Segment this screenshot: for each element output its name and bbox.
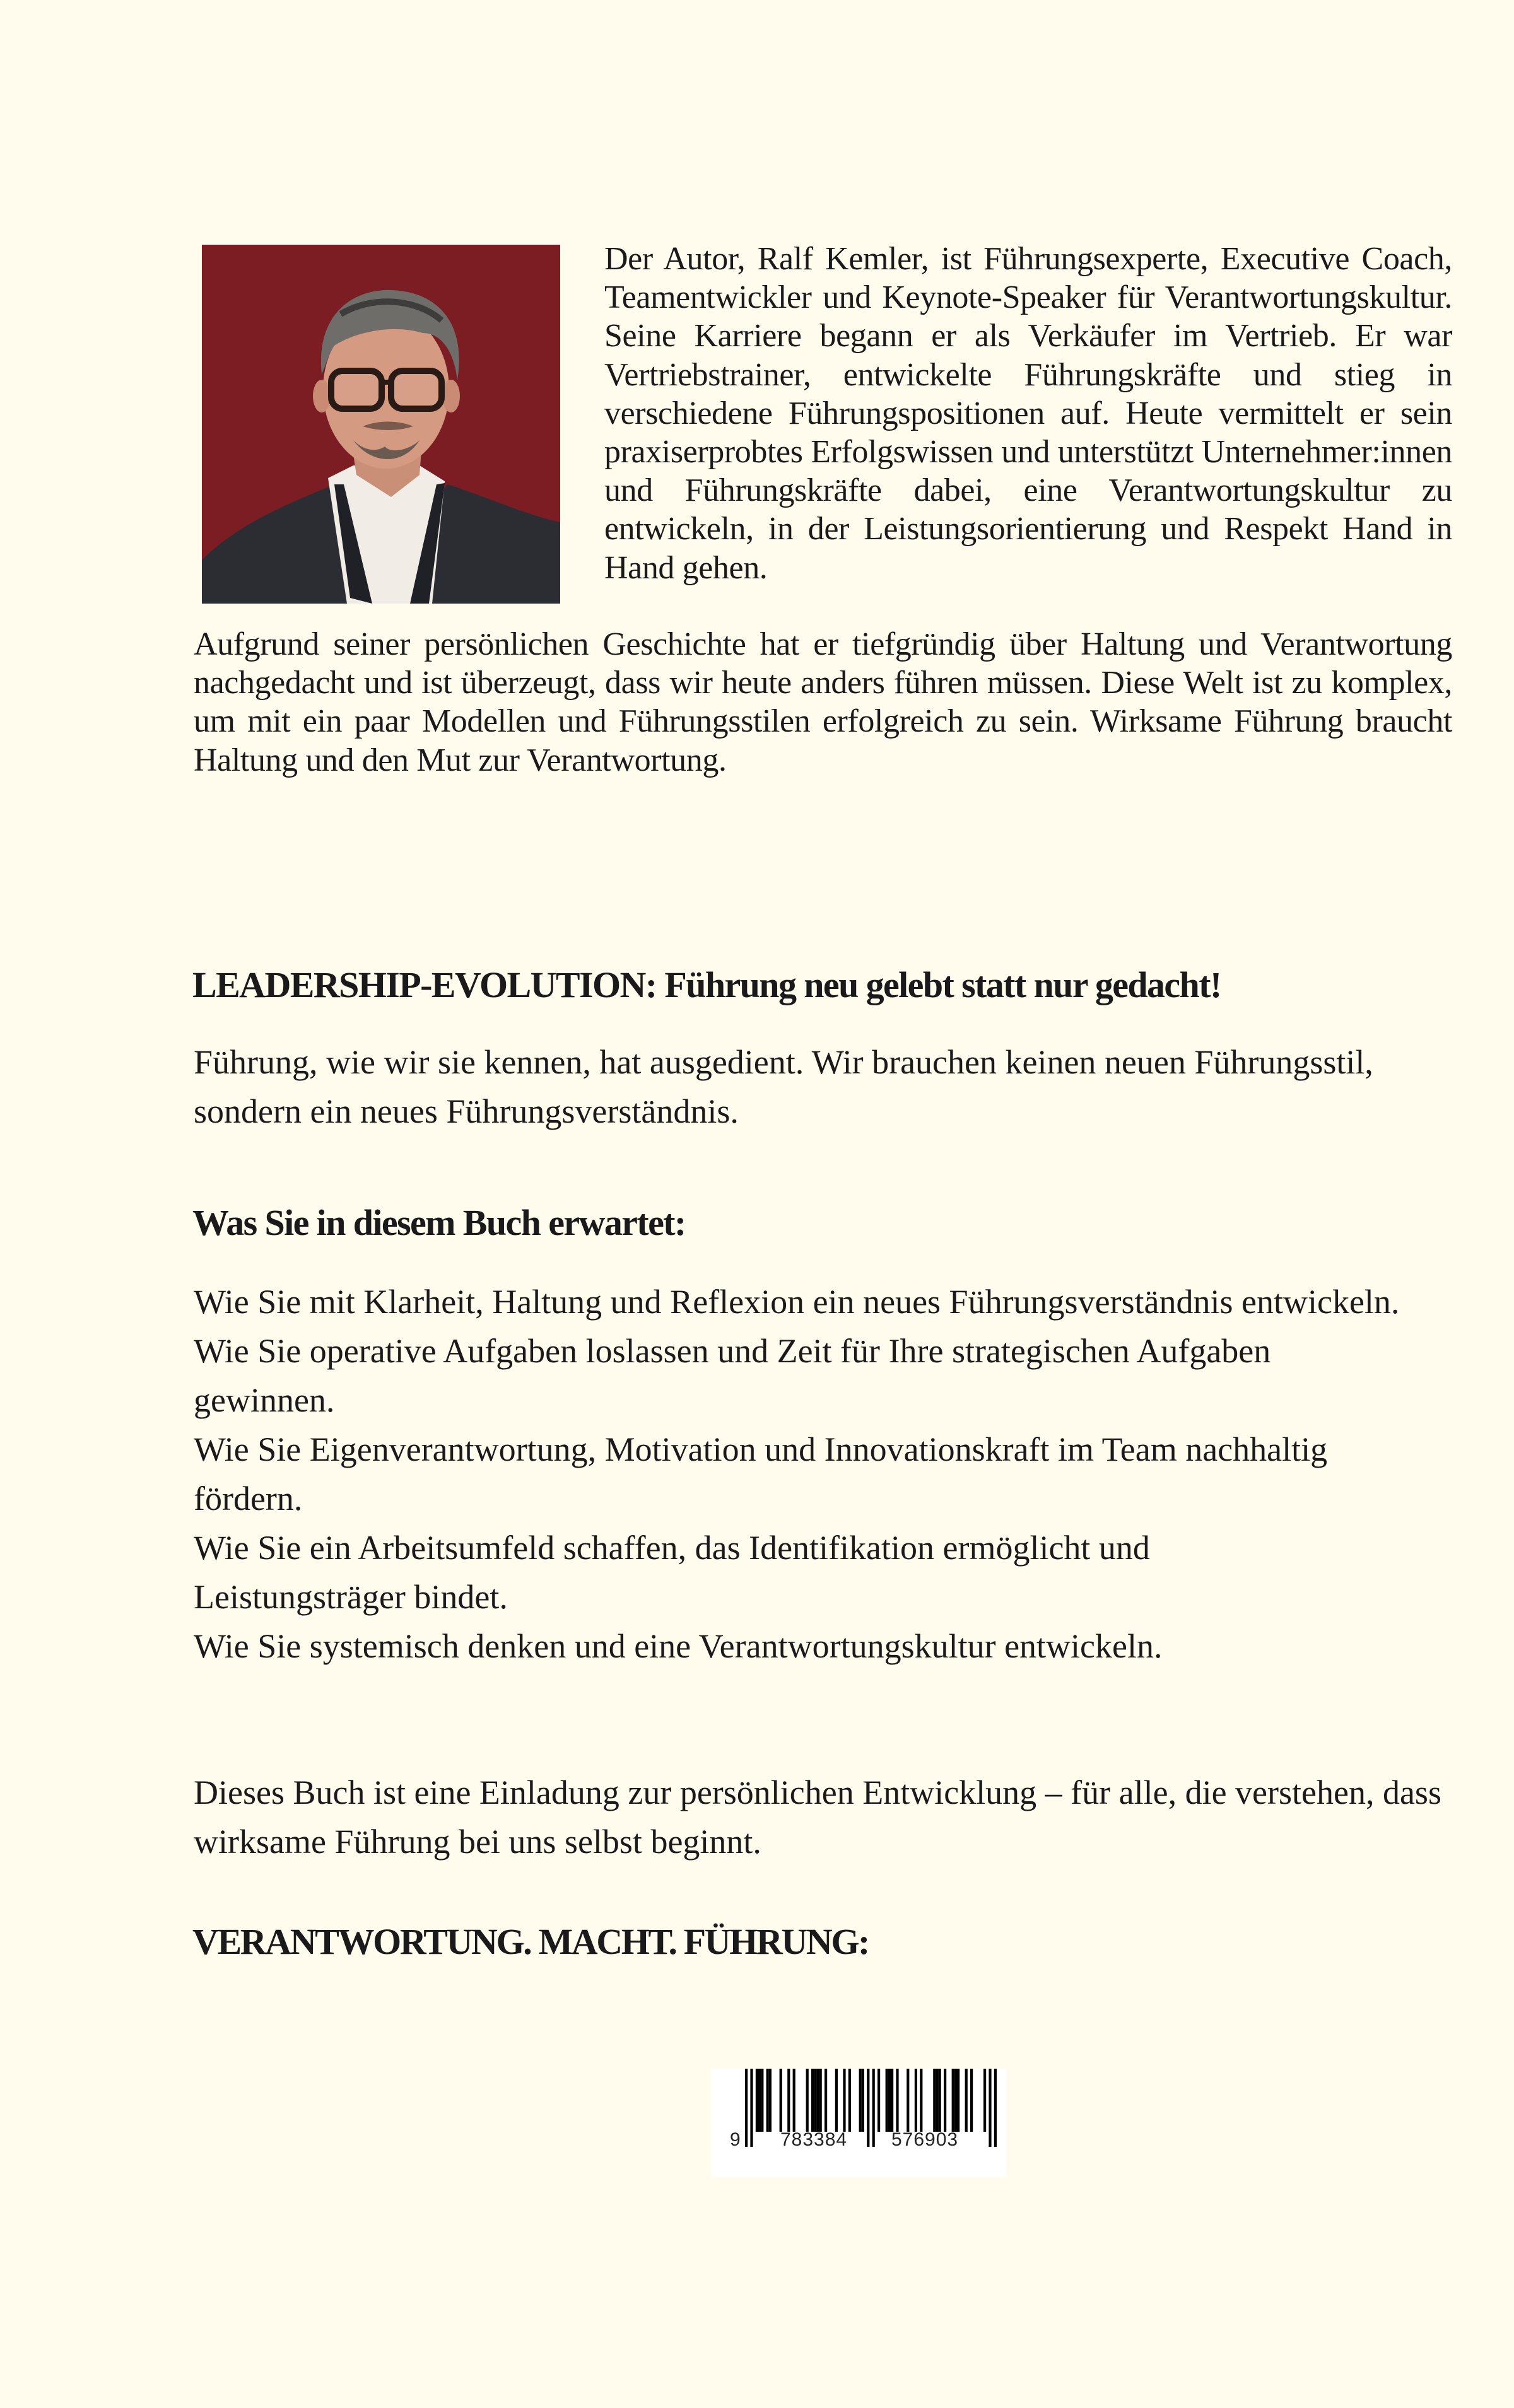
expect-list-item: Wie Sie Eigenverantwortung, Motivation und Innovationskraft im Team nachhaltig fördern. <box>194 1430 1328 1517</box>
barcode-bar <box>793 2069 795 2132</box>
barcode-bar <box>761 2069 763 2132</box>
barcode-bar <box>758 2069 761 2132</box>
barcode-bar <box>811 2069 814 2132</box>
barcode-bar <box>915 2069 917 2132</box>
barcode-bar <box>933 2069 936 2132</box>
barcode-bar <box>843 2069 845 2132</box>
barcode-bar <box>750 2069 753 2147</box>
expect-list <box>194 1277 1455 1671</box>
barcode-digits-left: 783384 <box>780 2129 848 2150</box>
author-bio <box>604 240 1452 587</box>
barcode-bar <box>944 2069 946 2132</box>
barcode-bar <box>983 2069 986 2132</box>
author-photo <box>202 245 560 604</box>
author-bio-text: Der Autor, Ralf Kemler, ist Führungsexperte, Executive Coach, Teamentwickler und Keynote-Speaker für Verantwortungskultur. Seine Karriere begann er als Verkäufer im Vertrieb. Er war Vertriebstrainer, entwickelte Führungskräfte und stieg in verschiedene Führungspositionen auf. Heute vermittelt er sein praxiserprobtes Erfolgswissen und unterstützt Unternehmer:innen und Führungskräfte dabei, eine Verantwortungskultur zu entwickeln, in der Leistungsorientierung und Respekt Hand in Hand gehen. <box>604 241 1452 586</box>
barcode-bar <box>896 2069 898 2132</box>
barcode-bar <box>877 2069 880 2132</box>
author-portrait-illustration <box>202 245 560 604</box>
expect-list-item: Wie Sie systemisch denken und eine Verantwortungskultur entwickeln. <box>194 1627 1163 1665</box>
barcode-bar <box>872 2069 875 2147</box>
barcode-bar <box>957 2069 959 2132</box>
barcode-bar <box>939 2069 941 2132</box>
barcode-bar <box>745 2069 748 2147</box>
expect-heading: Was Sie in diesem Buch erwartet: <box>192 1202 686 1243</box>
barcode-bar <box>859 2069 862 2132</box>
author-bio-continued-text: Aufgrund seiner persönlichen Geschichte hat er tiefgründig über Haltung und Verantwortung nachgedacht und ist überzeugt, dass wir heute anders führen müssen. Diese Welt ist zu komplex, um mit ein paar Modellen und Führungsstilen erfolgreich zu sein. Wirksame Führung braucht Haltung und den Mut zur Verantwortung. <box>194 626 1452 778</box>
barcode-bar <box>907 2069 909 2132</box>
barcode-bar <box>891 2069 893 2132</box>
barcode-bar <box>780 2069 782 2132</box>
barcode-bar <box>920 2069 922 2132</box>
barcode-bar <box>888 2069 891 2132</box>
expect-list-item: Wie Sie operative Aufgaben loslassen und Zeit für Ihre strategischen Aufgaben gewinnen. <box>194 1332 1271 1419</box>
barcode-bar <box>806 2069 809 2132</box>
barcode-bar <box>787 2069 790 2132</box>
final-heading: VERANTWORTUNG. MACHT. FÜHRUNG: <box>192 1921 869 1962</box>
barcode-bar <box>848 2069 851 2132</box>
barcode-bar <box>756 2069 758 2132</box>
barcode-bar <box>769 2069 772 2132</box>
book-headline: LEADERSHIP-EVOLUTION: Führung neu gelebt statt nur gedacht! <box>192 964 1221 1005</box>
barcode-bar <box>965 2069 968 2132</box>
intro-paragraph: Führung, wie wir sie kennen, hat ausgedient. Wir brauchen keinen neuen Führungsstil, sondern ein neues Führungsverständnis. <box>194 1043 1373 1130</box>
barcode-bar <box>824 2069 827 2132</box>
barcode-bar <box>835 2069 838 2132</box>
barcode-bar <box>867 2069 869 2147</box>
glasses-right <box>391 371 442 409</box>
barcode-bar <box>994 2069 997 2147</box>
barcode-bar <box>952 2069 954 2132</box>
barcode-bar <box>989 2069 991 2147</box>
barcode-bar <box>766 2069 769 2132</box>
barcode-digits-right: 576903 <box>891 2129 959 2150</box>
barcode-bar <box>936 2069 938 2132</box>
barcode-bar <box>970 2069 973 2132</box>
barcode-bar <box>816 2069 819 2132</box>
barcode-bar <box>814 2069 816 2132</box>
author-bio-continued <box>194 625 1452 780</box>
barcode-bar <box>862 2069 864 2132</box>
barcode-bar <box>954 2069 957 2132</box>
barcode-bar <box>886 2069 888 2132</box>
expect-list-item: Wie Sie mit Klarheit, Haltung und Reflexion ein neues Führungsverständnis entwickeln. <box>194 1283 1400 1321</box>
closing-paragraph: Dieses Buch ist eine Einladung zur persönlichen Entwicklung – für alle, die verstehen, dass wirksame Führung bei uns selbst beginnt. <box>194 1774 1441 1861</box>
isbn-barcode <box>711 2069 1006 2177</box>
barcode-digit-first: 9 <box>730 2129 741 2150</box>
expect-list-item: Wie Sie ein Arbeitsumfeld schaffen, das Identifikation ermöglicht und Leistungsträger bindet. <box>194 1529 1150 1616</box>
glasses-left <box>331 371 382 409</box>
barcode-graphic <box>711 2069 1006 2177</box>
barcode-bar <box>819 2069 822 2132</box>
